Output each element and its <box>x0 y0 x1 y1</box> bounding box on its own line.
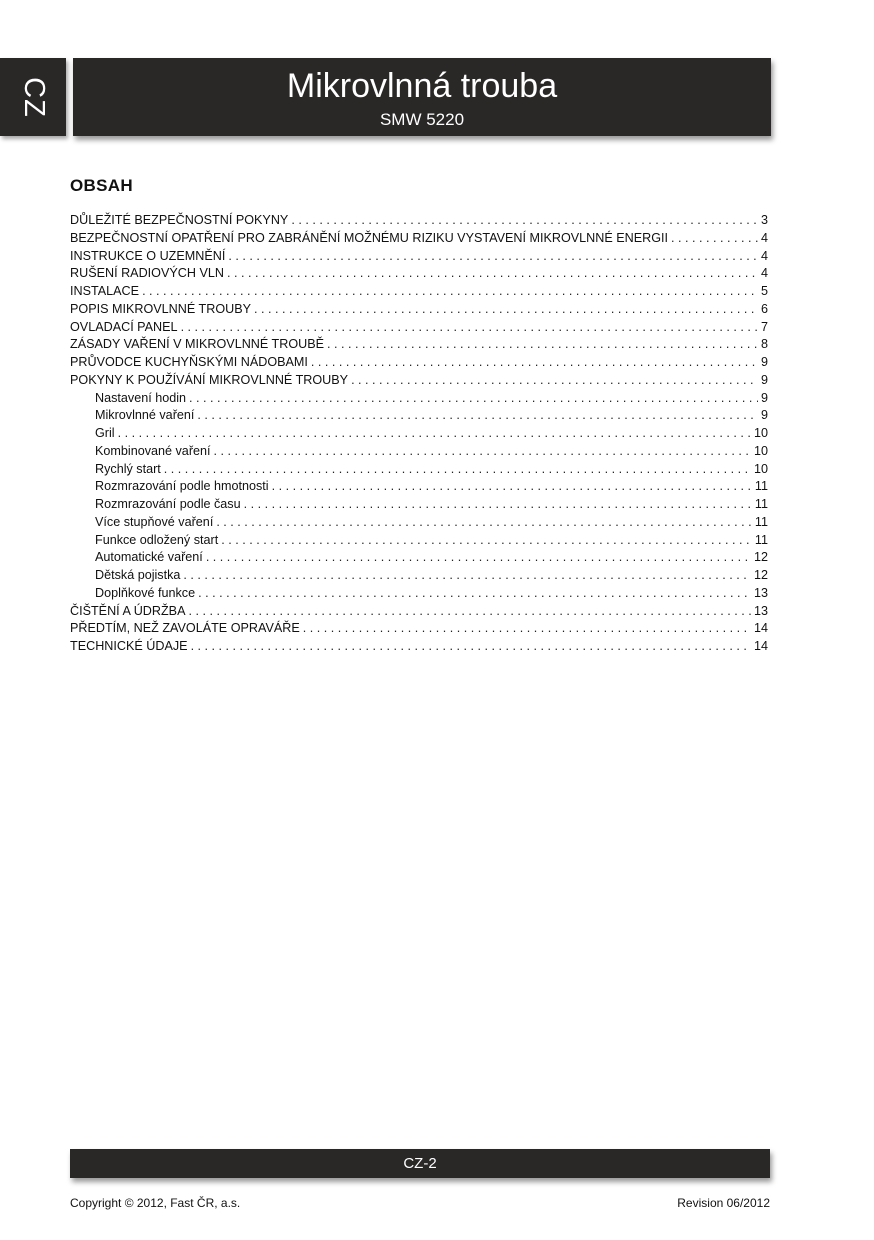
toc-entry-title: OVLADACÍ PANEL <box>70 319 178 334</box>
toc-entry-page: 4 <box>760 266 768 281</box>
toc-dot-leader <box>291 213 758 227</box>
toc-dot-leader <box>197 408 758 422</box>
toc-entry[interactable] <box>70 320 768 338</box>
toc-entry-page: 13 <box>753 603 768 618</box>
toc-entry-title: Automatické vaření <box>95 550 203 565</box>
table-of-contents <box>70 213 768 657</box>
toc-entry-page: 10 <box>753 426 768 440</box>
toc-entry-page: 14 <box>753 639 768 653</box>
page-number: CZ-2 <box>403 1155 437 1172</box>
toc-entry-page: 13 <box>753 585 768 600</box>
toc-entry-page: 4 <box>760 248 768 263</box>
toc-entry-page: 6 <box>760 301 768 316</box>
toc-dot-leader <box>188 604 751 618</box>
toc-entry[interactable] <box>70 533 768 551</box>
toc-entry-title: Kombinované vaření <box>95 443 211 458</box>
toc-entry-page: 9 <box>760 390 768 405</box>
toc-entry[interactable] <box>70 497 768 515</box>
toc-heading: OBSAH <box>70 176 133 195</box>
toc-entry[interactable] <box>70 604 768 622</box>
toc-dot-leader <box>142 284 758 298</box>
toc-dot-leader <box>183 568 751 582</box>
toc-entry-title: Více stupňové vaření <box>95 514 214 529</box>
toc-dot-leader <box>228 249 758 263</box>
toc-entry-page: 4 <box>760 230 768 245</box>
toc-dot-leader <box>164 462 751 476</box>
toc-entry-title: DŮLEŽITÉ BEZPEČNOSTNÍ POKYNY <box>70 213 289 227</box>
toc-entry-page: 14 <box>753 621 768 636</box>
toc-entry-title: Rychlý start <box>95 461 161 476</box>
toc-dot-leader <box>216 515 752 529</box>
toc-entry-title: POKYNY K POUŽÍVÁNÍ MIKROVLNNÉ TROUBY <box>70 372 349 387</box>
page-title: Mikrovlnná trouba <box>286 67 558 105</box>
toc-entry-title: BEZPEČNOSTNÍ OPATŘENÍ PRO ZABRÁNĚNÍ MOŽNÉMU RIZIKU VYSTAVENÍ MIKROVLNNÉ ENERGII <box>70 230 669 245</box>
toc-entry-title: Rozmrazování podle hmotnosti <box>95 479 269 494</box>
toc-entry-page: 3 <box>760 213 768 227</box>
header-bar <box>73 58 771 136</box>
footer-bar <box>70 1149 770 1178</box>
language-code: CZ <box>17 76 50 118</box>
copyright-text: Copyright © 2012, Fast ČR, a.s. <box>70 1196 241 1210</box>
toc-entry-title: RUŠENÍ RADIOVÝCH VLN <box>70 266 224 281</box>
toc-entry-title: ZÁSADY VAŘENÍ V MIKROVLNNÉ TROUBĚ <box>70 337 325 352</box>
toc-dot-leader <box>227 266 758 280</box>
toc-entry[interactable] <box>70 586 768 604</box>
toc-entry-title: POPIS MIKROVLNNÉ TROUBY <box>70 301 252 316</box>
toc-dot-leader <box>191 639 751 653</box>
toc-entry-title: Rozmrazování podle času <box>95 497 241 511</box>
toc-entry-page: 11 <box>754 532 768 547</box>
toc-entry-title: ČIŠTĚNÍ A ÚDRŽBA <box>70 603 186 618</box>
toc-entry-page: 8 <box>760 337 768 352</box>
toc-dot-leader <box>327 337 758 351</box>
toc-dot-leader <box>118 426 751 440</box>
toc-entry[interactable] <box>70 266 768 284</box>
toc-entry-page: 11 <box>754 514 768 529</box>
model-number: SMW 5220 <box>379 110 465 129</box>
toc-entry[interactable] <box>70 231 768 249</box>
toc-dot-leader <box>214 444 751 458</box>
toc-entry[interactable] <box>70 479 768 497</box>
toc-entry-title: INSTALACE <box>70 284 140 298</box>
toc-entry[interactable] <box>70 621 768 639</box>
toc-entry[interactable] <box>70 284 768 302</box>
toc-entry-page: 10 <box>753 461 768 476</box>
toc-entry[interactable] <box>70 302 768 320</box>
toc-entry[interactable] <box>70 355 768 373</box>
toc-entry[interactable] <box>70 337 768 355</box>
toc-entry-title: TECHNICKÉ ÚDAJE <box>70 639 188 653</box>
toc-dot-leader <box>303 621 751 635</box>
toc-entry-page: 9 <box>760 408 768 423</box>
toc-entry[interactable] <box>70 568 768 586</box>
toc-entry-page: 12 <box>753 568 768 582</box>
toc-entry-title: INSTRUKCE O UZEMNĚNÍ <box>70 248 226 263</box>
toc-entry[interactable] <box>70 373 768 391</box>
toc-entry-title: Dětská pojistka <box>95 568 181 582</box>
toc-entry[interactable] <box>70 462 768 480</box>
language-tab <box>0 58 66 136</box>
toc-entry-title: Funkce odložený start <box>95 532 219 547</box>
toc-entry-page: 11 <box>754 479 768 494</box>
revision-text: Revision 06/2012 <box>677 1196 770 1210</box>
toc-entry-page: 7 <box>760 319 768 334</box>
toc-dot-leader <box>198 586 751 600</box>
toc-entry-title: Mikrovlnné vaření <box>95 408 195 423</box>
toc-entry[interactable] <box>70 639 768 657</box>
toc-dot-leader <box>671 231 758 245</box>
toc-entry[interactable] <box>70 249 768 267</box>
toc-entry-page: 9 <box>760 355 768 369</box>
toc-dot-leader <box>351 373 758 387</box>
toc-entry-title: Nastavení hodin <box>95 390 187 405</box>
toc-entry[interactable] <box>70 213 768 231</box>
toc-entry-title: Gril <box>95 426 115 440</box>
toc-dot-leader <box>221 533 752 547</box>
toc-dot-leader <box>189 391 758 405</box>
toc-entry-page: 11 <box>754 497 768 511</box>
toc-dot-leader <box>311 355 758 369</box>
toc-entry[interactable] <box>70 426 768 444</box>
toc-entry-title: Doplňkové funkce <box>95 585 196 600</box>
toc-dot-leader <box>206 550 751 564</box>
toc-dot-leader <box>244 497 752 511</box>
toc-entry[interactable] <box>70 408 768 426</box>
toc-entry-page: 12 <box>753 550 768 565</box>
toc-entry-title: PRŮVODCE KUCHYŇSKÝMI NÁDOBAMI <box>70 355 308 369</box>
toc-entry[interactable] <box>70 515 768 533</box>
toc-entry[interactable] <box>70 444 768 462</box>
toc-entry[interactable] <box>70 391 768 409</box>
toc-dot-leader <box>272 479 752 493</box>
toc-entry-page: 10 <box>753 443 768 458</box>
toc-entry-page: 5 <box>760 284 768 298</box>
toc-entry[interactable] <box>70 550 768 568</box>
toc-entry-page: 9 <box>760 372 768 387</box>
toc-dot-leader <box>181 320 758 334</box>
toc-dot-leader <box>254 302 758 316</box>
toc-entry-title: PŘEDTÍM, NEŽ ZAVOLÁTE OPRAVÁŘE <box>70 621 300 636</box>
